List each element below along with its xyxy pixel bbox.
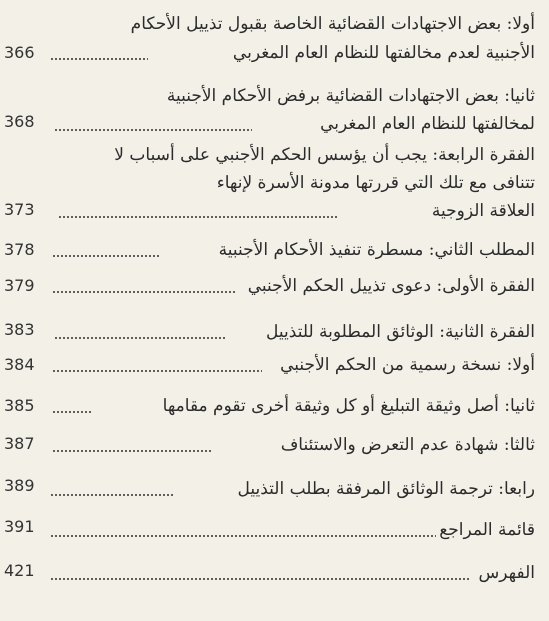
toc-entry-line: الأجنبية لعدم مخالفتها للنظام العام المغربي [232, 43, 535, 63]
leader-dots [58, 215, 338, 219]
page-number: 378 [4, 240, 35, 259]
toc-entry-line: تتنافى مع تلك التي قررتها مدونة الأسرة لإنهاء [216, 173, 535, 193]
leader-dots [54, 128, 252, 132]
leader-dots [54, 336, 226, 340]
leader-dots [52, 369, 262, 373]
toc-entry-line: المطلب الثاني: مسطرة تنفيذ الأحكام الأجنبية [218, 240, 535, 260]
toc-entry-line: ثانيا: أصل وثيقة التبليغ أو كل وثيقة أخرى تقوم مقامها [162, 396, 535, 416]
leader-dots [52, 254, 160, 258]
toc-entry-line: لمخالفتها للنظام العام المغربي [320, 114, 535, 134]
page-number: 368 [4, 112, 35, 131]
leader-dots [50, 57, 148, 61]
page-number: 384 [4, 355, 35, 374]
toc-entry-line: الفقرة الأولى: دعوى تذييل الحكم الأجنبي [247, 276, 535, 296]
toc-entry-line: الفقرة الرابعة: يجب أن يؤسس الحكم الأجنبي على أسباب لا [114, 145, 535, 165]
page-number: 421 [4, 561, 35, 580]
toc-entry-line: رابعا: ترجمة الوثائق المرفقة بطلب التذييل [237, 479, 535, 499]
toc-entry-line: ثالثا: شهادة عدم التعرض والاستئناف [280, 435, 535, 455]
toc-entry-line: الفقرة الثانية: الوثائق المطلوبة للتذييل [266, 322, 535, 342]
page-number: 387 [4, 434, 35, 453]
page-number: 366 [4, 43, 35, 62]
toc-entry-line: ثانيا: بعض الاجتهادات القضائية برفض الأحكام الأجنبية [166, 86, 535, 106]
toc-entry-line: العلاقة الزوجية [431, 201, 535, 221]
page-number: 391 [4, 517, 35, 536]
page-number: 383 [4, 320, 35, 339]
toc-entry-line: قائمة المراجع [439, 520, 535, 540]
toc-entry-line: الفهرس [478, 563, 535, 583]
page-number: 385 [4, 396, 35, 415]
leader-dots [52, 449, 212, 453]
toc-entry-line: أولا: بعض الاجتهادات القضائية الخاصة بقبول تذييل الأحكام [130, 14, 535, 34]
page-number: 379 [4, 276, 35, 295]
leader-dots [50, 493, 174, 497]
page-number: 389 [4, 476, 35, 495]
leader-dots [52, 410, 92, 414]
toc-entry-line: أولا: نسخة رسمية من الحكم الأجنبي [280, 355, 535, 375]
page-number: 373 [4, 200, 35, 219]
leader-dots [50, 577, 470, 581]
leader-dots [52, 290, 236, 294]
leader-dots [50, 534, 436, 538]
